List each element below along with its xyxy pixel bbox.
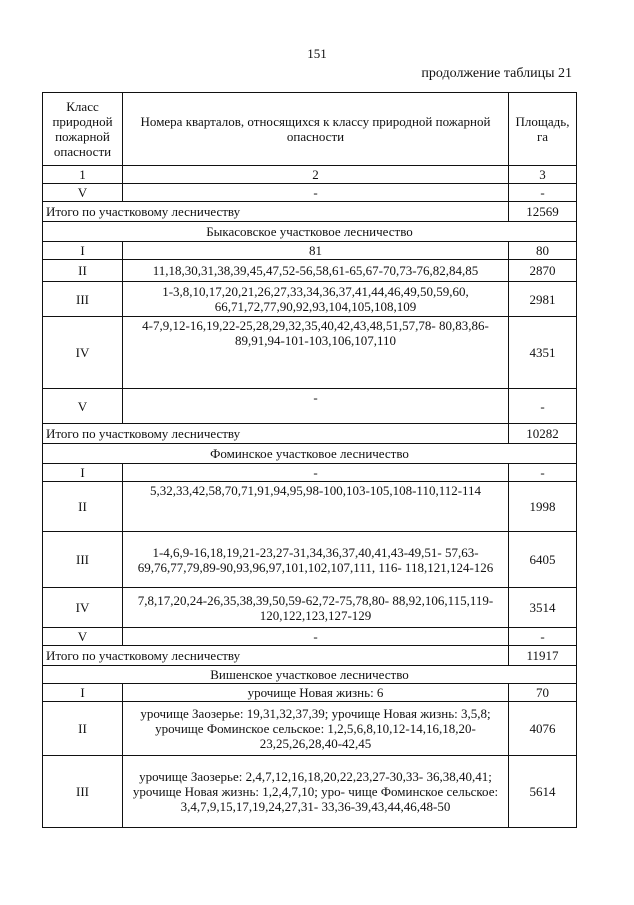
table-row [43, 260, 577, 282]
page-number: 151 [307, 46, 327, 61]
table-continuation-label: продолжение таблицы 21 [421, 66, 572, 81]
total-row [43, 646, 577, 666]
class-cell: IV [43, 317, 123, 389]
total-value: 10282 [509, 424, 577, 444]
table-row [43, 464, 577, 482]
class-cell: III [43, 756, 123, 828]
numbers-cell: урочище Заозерье: 2,4,7,12,16,18,20,22,23,27-30,33- 36,38,40,41; урочище Новая жизнь: 1,2,4,7,10; уро- чище Фоминское сельское: 3,4,7,9,15,17,19,24,27,31- 33,36-39,43,44,46,48-50 [123, 756, 509, 828]
table-row [43, 702, 577, 756]
area-cell: - [509, 464, 577, 482]
class-cell: III [43, 532, 123, 588]
numbers-cell: - [123, 464, 509, 482]
class-cell: III [43, 282, 123, 317]
total-label: Итого по участковому лесничеству [43, 202, 509, 222]
total-row [43, 424, 577, 444]
header-numbers-cell: Номера кварталов, относящихся к классу природной пожарной опасности [123, 93, 509, 166]
table-row [43, 532, 577, 588]
table-row [43, 482, 577, 532]
table-row [43, 756, 577, 828]
class-cell: V [43, 628, 123, 646]
column-index-row [43, 166, 577, 184]
section-title-row [43, 444, 577, 464]
section-title: Фоминское участковое лесничество [43, 444, 577, 464]
table-row [43, 628, 577, 646]
table-row [43, 588, 577, 628]
area-cell: - [509, 184, 577, 202]
class-cell: II [43, 260, 123, 282]
total-value: 12569 [509, 202, 577, 222]
section-title: Вишенское участковое лесничество [43, 666, 577, 684]
column-index-cell: 3 [509, 166, 577, 184]
class-cell: II [43, 482, 123, 532]
area-cell: 5614 [509, 756, 577, 828]
numbers-cell: 1-3,8,10,17,20,21,26,27,33,34,36,37,41,44,46,49,50,59,60, 66,71,72,77,90,92,93,104,105,108,109 [123, 282, 509, 317]
numbers-cell: 5,32,33,42,58,70,71,91,94,95,98-100,103-105,108-110,112-114 [123, 482, 509, 532]
area-cell: - [509, 389, 577, 424]
table-row [43, 684, 577, 702]
section-title-row [43, 222, 577, 242]
header-area-cell: Площадь, га [509, 93, 577, 166]
total-value: 11917 [509, 646, 577, 666]
class-cell: II [43, 702, 123, 756]
area-cell: 2981 [509, 282, 577, 317]
numbers-cell: 1-4,6,9-16,18,19,21-23,27-31,34,36,37,40,41,43-49,51- 57,63-69,76,77,79,89-90,93,96,97,101,102,107,111, 116- 118,121,124-126 [123, 532, 509, 588]
area-cell: 70 [509, 684, 577, 702]
header-class-cell: Класс природной пожарной опасности [43, 93, 123, 166]
total-label: Итого по участковому лесничеству [43, 646, 509, 666]
class-cell: V [43, 389, 123, 424]
numbers-cell: урочище Заозерье: 19,31,32,37,39; урочище Новая жизнь: 3,5,8; урочище Фоминское сельское: 1,2,5,6,8,10,12-14,16,18,20-23,25,26,28,40-42,45 [123, 702, 509, 756]
numbers-cell: 7,8,17,20,24-26,35,38,39,50,59-62,72-75,78,80- 88,92,106,115,119-120,122,123,127-129 [123, 588, 509, 628]
table-row [43, 242, 577, 260]
section-title-row [43, 666, 577, 684]
numbers-cell: 11,18,30,31,38,39,45,47,52-56,58,61-65,67-70,73-76,82,84,85 [123, 260, 509, 282]
class-cell: I [43, 242, 123, 260]
numbers-cell: - [123, 389, 509, 424]
section-title: Быкасовское участковое лесничество [43, 222, 577, 242]
area-cell: 4351 [509, 317, 577, 389]
table-row [43, 389, 577, 424]
area-cell: 1998 [509, 482, 577, 532]
numbers-cell: 81 [123, 242, 509, 260]
header-row [43, 93, 577, 166]
table-row [43, 317, 577, 389]
area-cell: 2870 [509, 260, 577, 282]
class-cell: IV [43, 588, 123, 628]
fire-danger-table [42, 92, 577, 828]
table-row [43, 282, 577, 317]
numbers-cell: 4-7,9,12-16,19,22-25,28,29,32,35,40,42,43,48,51,57,78- 80,83,86-89,91,94-101-103,106,107,110 [123, 317, 509, 389]
table-row [43, 184, 577, 202]
column-index-cell: 2 [123, 166, 509, 184]
column-index-cell: 1 [43, 166, 123, 184]
area-cell: 4076 [509, 702, 577, 756]
numbers-cell: урочище Новая жизнь: 6 [123, 684, 509, 702]
area-cell: 3514 [509, 588, 577, 628]
class-cell: I [43, 684, 123, 702]
numbers-cell: - [123, 628, 509, 646]
total-label: Итого по участковому лесничеству [43, 424, 509, 444]
class-cell: V [43, 184, 123, 202]
numbers-cell: - [123, 184, 509, 202]
class-cell: I [43, 464, 123, 482]
area-cell: 6405 [509, 532, 577, 588]
area-cell: - [509, 628, 577, 646]
area-cell: 80 [509, 242, 577, 260]
total-row [43, 202, 577, 222]
